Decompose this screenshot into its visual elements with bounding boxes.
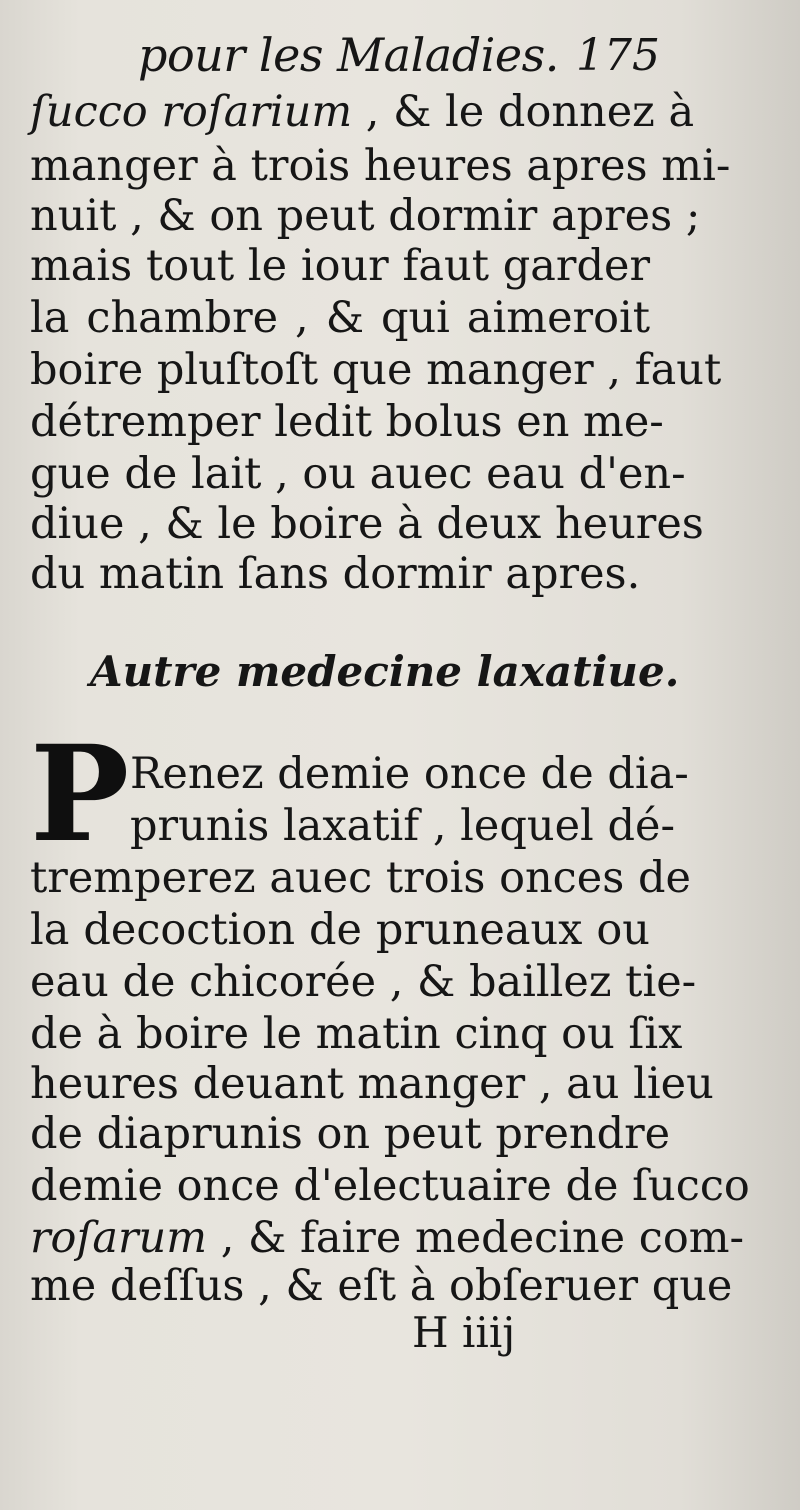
text-line: du matin ſans dormir apres. [30,549,641,599]
text-line: manger à trois heures apres mi- [30,141,731,191]
text-line: demie once d'electuaire de ſucco [30,1161,750,1211]
text-line: tremperez auec trois onces de [30,853,691,903]
text-line: roſarum , & faire medecine com- [30,1213,745,1263]
text-line: mais tout le iour faut garder [30,241,650,291]
section-heading: Autre medecine laxatiue. [90,647,680,696]
text-line: la chambre , & qui aimeroit [30,293,650,343]
text-line: eau de chicorée , & baillez tie- [30,957,697,1007]
drop-initial: P [30,717,130,872]
text-line: ſucco roſarium , & le donnez à [30,87,695,137]
text-line: de diaprunis on peut prendre [30,1109,671,1159]
text-line: Renez demie once de dia- [130,749,689,799]
running-title: pour les Maladies. [138,28,559,82]
page-number: 175 [576,30,660,81]
text-line: boire pluſtoſt que manger , faut [30,345,722,395]
text-line: gue de lait , ou auec eau d'en- [30,449,686,499]
text-line: nuit , & on peut dormir apres ; [30,191,701,241]
text-line: me deſſus , & eſt à obſeruer que [30,1261,733,1311]
text-line: de à boire le matin cinq ou ſix [30,1009,683,1059]
text-line: heures deuant manger , au lieu [30,1059,714,1109]
signature-mark: H iiij [412,1308,516,1357]
text-line: diue , & le boire à deux heures [30,499,704,549]
text-line: détremper ledit bolus en me- [30,397,664,447]
text-line: la decoction de pruneaux ou [30,905,650,955]
text-line: prunis laxatif , lequel dé- [130,801,675,851]
